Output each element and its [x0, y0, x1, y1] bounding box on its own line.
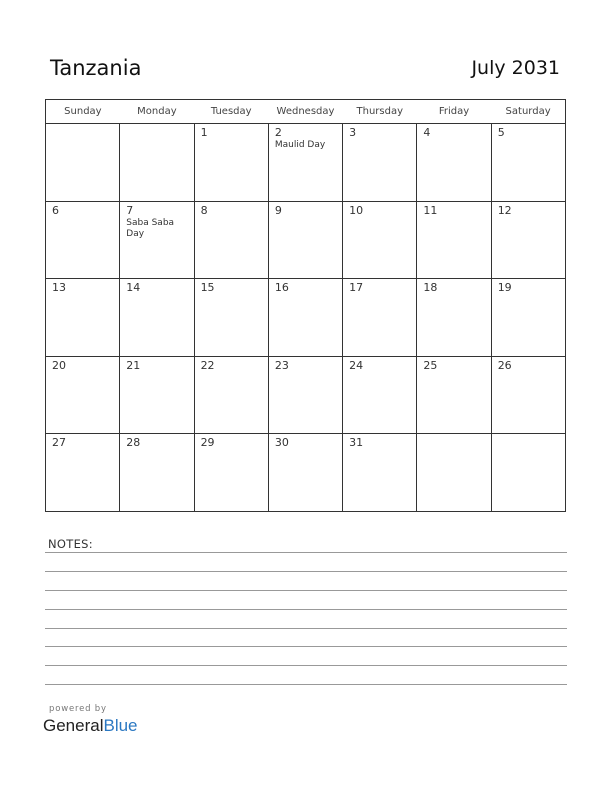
calendar-day-cell	[46, 279, 120, 357]
calendar-day-cell	[194, 279, 268, 357]
calendar-day-cell	[120, 434, 194, 512]
calendar-day-cell	[120, 201, 194, 279]
calendar-day-cell	[268, 124, 342, 202]
calendar-day-cell	[46, 124, 120, 202]
weekday-header: Wednesday	[268, 100, 342, 124]
day-number: 23	[274, 358, 289, 372]
day-number: 6	[52, 203, 59, 217]
calendar-day-cell	[120, 356, 194, 434]
day-number: 16	[274, 281, 289, 294]
notes-label: NOTES:	[48, 537, 93, 551]
day-number: 19	[497, 281, 512, 294]
calendar-week-row	[46, 279, 566, 357]
day-number: 14	[126, 281, 141, 294]
calendar-day-cell	[268, 434, 342, 512]
day-number: 2	[274, 126, 282, 139]
day-number: 26	[497, 358, 512, 372]
day-number: 25	[423, 358, 438, 372]
calendar-day-cell	[491, 201, 565, 279]
calendar-body	[46, 124, 566, 512]
calendar-week-row	[46, 434, 566, 512]
calendar-day-cell	[417, 124, 491, 202]
note-line	[45, 628, 567, 629]
weekday-header: Sunday	[46, 100, 120, 124]
calendar-day-cell	[343, 279, 417, 357]
day-number: 8	[200, 203, 208, 217]
calendar-day-cell	[417, 434, 491, 512]
generalblue-logo[interactable]	[43, 716, 138, 736]
calendar-day-cell	[417, 279, 491, 357]
day-number: 12	[497, 203, 512, 217]
calendar-day-cell	[46, 201, 120, 279]
calendar-day-cell	[417, 356, 491, 434]
day-number: 5	[497, 126, 505, 139]
calendar-day-cell	[491, 279, 565, 357]
day-number: 15	[200, 281, 215, 294]
powered-by-text: powered by	[49, 704, 107, 714]
day-number: 21	[126, 358, 141, 372]
note-line	[45, 665, 567, 666]
day-number: 24	[349, 358, 364, 372]
calendar-day-cell	[194, 434, 268, 512]
weekday-header-row	[46, 100, 566, 124]
holiday-label: Saba Saba Day	[126, 217, 175, 239]
calendar-day-cell	[491, 356, 565, 434]
weekday-header: Thursday	[343, 100, 417, 124]
note-line	[45, 552, 567, 553]
weekday-header: Monday	[120, 100, 194, 124]
day-number: 22	[200, 358, 215, 372]
brand-blue-text: Blue	[103, 716, 138, 735]
day-number: 7	[126, 203, 134, 217]
calendar-day-cell	[194, 356, 268, 434]
day-number: 1	[200, 126, 208, 139]
calendar-day-cell	[491, 124, 565, 202]
day-number: 3	[349, 126, 357, 139]
day-number: 10	[349, 203, 364, 217]
calendar-day-cell	[343, 124, 417, 202]
day-number: 20	[52, 358, 66, 372]
day-number: 9	[274, 203, 282, 217]
calendar-day-cell	[268, 356, 342, 434]
note-line	[45, 609, 567, 610]
calendar-month-title: July 2031	[471, 57, 560, 79]
calendar-day-cell	[46, 434, 120, 512]
calendar-day-cell	[417, 201, 491, 279]
day-number: 29	[200, 436, 215, 449]
note-line	[45, 571, 567, 572]
calendar-day-cell	[343, 434, 417, 512]
calendar-week-row	[46, 124, 566, 202]
day-number: 13	[52, 281, 66, 294]
weekday-header: Tuesday	[194, 100, 268, 124]
calendar-day-cell	[491, 434, 565, 512]
day-number: 4	[423, 126, 431, 139]
calendar-grid	[45, 99, 566, 512]
calendar-day-cell	[120, 279, 194, 357]
note-line	[45, 646, 567, 647]
calendar-day-cell	[120, 124, 194, 202]
day-number: 18	[423, 281, 438, 294]
day-number: 11	[423, 203, 438, 217]
calendar-country-title: Tanzania	[50, 56, 142, 80]
calendar-day-cell	[343, 201, 417, 279]
day-number: 30	[274, 436, 289, 449]
day-number: 28	[126, 436, 141, 449]
brand-general-text: General	[43, 716, 104, 735]
calendar-day-cell	[194, 201, 268, 279]
calendar-day-cell	[343, 356, 417, 434]
day-number: 27	[52, 436, 66, 449]
calendar-day-cell	[268, 201, 342, 279]
day-number: 17	[349, 281, 364, 294]
calendar-week-row	[46, 201, 566, 279]
calendar-day-cell	[194, 124, 268, 202]
calendar-day-cell	[268, 279, 342, 357]
weekday-header: Saturday	[491, 100, 565, 124]
calendar-week-row	[46, 356, 566, 434]
holiday-label: Maulid Day	[274, 140, 326, 150]
day-number: 31	[349, 436, 364, 449]
note-line	[45, 684, 567, 685]
calendar-day-cell	[46, 356, 120, 434]
note-line	[45, 590, 567, 591]
weekday-header: Friday	[417, 100, 491, 124]
